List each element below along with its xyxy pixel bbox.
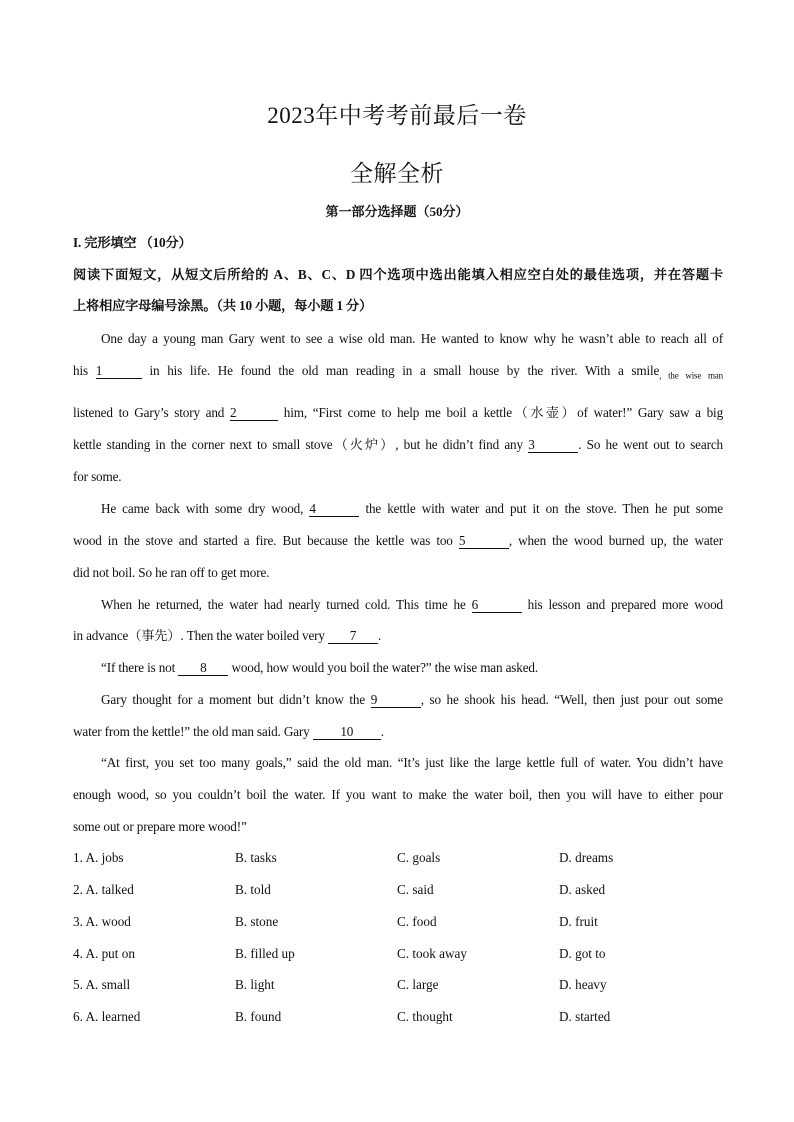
question-options-row xyxy=(73,976,733,994)
blank-1: 1 xyxy=(96,364,142,379)
passage-line xyxy=(73,404,723,422)
blank-9: 9 xyxy=(371,693,421,708)
passage-line xyxy=(101,691,723,709)
option-a: 2. A. talked xyxy=(73,882,134,897)
option-b: B. told xyxy=(235,882,271,897)
passage-line xyxy=(73,436,723,454)
blank-2: 2 xyxy=(230,406,278,421)
passage-text: Gary thought for a moment but didn’t know the xyxy=(101,692,366,707)
option-d: D. heavy xyxy=(559,977,607,992)
passage-text: “If there is not xyxy=(101,660,176,675)
question-options-row xyxy=(73,881,733,899)
question-options-row xyxy=(73,849,733,867)
passage-line xyxy=(73,532,723,550)
option-a: 6. A. learned xyxy=(73,1009,141,1024)
passage-text: , the wise man xyxy=(659,370,723,381)
option-c: C. thought xyxy=(397,1009,453,1024)
passage-line xyxy=(73,723,723,741)
passage-text: When he returned, the water had nearly turned cold. This time he xyxy=(101,597,466,612)
instruction-line: 阅读下面短文，从短文后所给的 A、B、C、D 四个选项中选出能填入相应空白处的最佳选项，并在答题卡 xyxy=(73,267,723,282)
blank-6: 6 xyxy=(472,598,522,613)
passage-text: wood in the stove and started a fire. But because the kettle was too xyxy=(73,533,453,548)
blank-7: 7 xyxy=(328,629,378,644)
option-c: C. large xyxy=(397,977,439,992)
passage-text: in advance（事先）. Then the water boiled very xyxy=(73,628,325,643)
passage-line: for some. xyxy=(73,469,122,484)
question-options-row xyxy=(73,945,733,963)
passage-line xyxy=(101,659,723,677)
passage-text: the kettle with water and put it on the stove. Then he put some xyxy=(365,501,723,516)
passage-text: listened to Gary’s story and xyxy=(73,405,225,420)
option-a: 3. A. wood xyxy=(73,914,131,929)
question-options-row xyxy=(73,913,733,931)
option-c: C. took away xyxy=(397,946,467,961)
option-c: C. goals xyxy=(397,850,441,865)
passage-line: One day a young man Gary went to see a wise old man. He wanted to know why he wasn’t able to reach all of xyxy=(101,331,723,346)
passage-text: kettle standing in the corner next to small stove（火炉）, but he didn’t find any xyxy=(73,437,523,452)
passage-line xyxy=(101,500,723,518)
passage-text: wood, how would you boil the water?” the wise man asked. xyxy=(231,660,539,675)
passage-text: . xyxy=(380,724,384,739)
passage-text: in his life. He found the old man reading in a small house by the river. With a smile xyxy=(149,363,660,378)
passage-line xyxy=(101,596,723,614)
question-options-row xyxy=(73,1008,733,1026)
section-heading: I. 完形填空 （10分） xyxy=(73,235,192,250)
option-c: C. said xyxy=(397,882,434,897)
option-d: D. got to xyxy=(559,946,606,961)
passage-text: water from the kettle!” the old man said. Gary xyxy=(73,724,310,739)
option-b: B. found xyxy=(235,1009,282,1024)
option-a: 1. A. jobs xyxy=(73,850,124,865)
passage-text: . So he went out to search xyxy=(578,437,723,452)
passage-line: did not boil. So he ran off to get more. xyxy=(73,565,270,580)
passage-line: “At first, you set too many goals,” said the old man. “It’s just like the large kettle full of water. You didn’t have xyxy=(101,755,723,770)
option-d: D. asked xyxy=(559,882,606,897)
blank-10: 10 xyxy=(313,725,381,740)
page-subtitle: 全解全析 xyxy=(350,161,444,186)
option-b: B. stone xyxy=(235,914,279,929)
option-b: B. tasks xyxy=(235,850,277,865)
passage-text: He came back with some dry wood, xyxy=(101,501,304,516)
passage-text: . xyxy=(378,628,382,643)
passage-line xyxy=(73,362,723,385)
option-d: D. fruit xyxy=(559,914,598,929)
part-heading: 第一部分选择题（50分） xyxy=(325,204,469,219)
instruction-line: 上将相应字母编号涂黑。（共 10 小题，每小题 1 分） xyxy=(73,298,373,313)
passage-line: enough wood, so you couldn’t boil the water. If you want to make the water boil, then you will have to either pour xyxy=(73,787,723,802)
passage-line: some out or prepare more wood!” xyxy=(73,819,247,834)
passage-line xyxy=(73,627,723,645)
blank-3: 3 xyxy=(528,438,578,453)
option-a: 5. A. small xyxy=(73,977,131,992)
blank-8: 8 xyxy=(178,661,228,676)
blank-4: 4 xyxy=(309,502,359,517)
blank-5: 5 xyxy=(459,534,509,549)
passage-text: his lesson and prepared more wood xyxy=(527,597,723,612)
option-b: B. filled up xyxy=(235,946,295,961)
passage-text: him, “First come to help me boil a kettle（水壶）of water!” Gary saw a big xyxy=(283,405,724,420)
option-c: C. food xyxy=(397,914,437,929)
page-title: 2023年中考考前最后一卷 xyxy=(267,103,527,128)
option-d: D. started xyxy=(559,1009,611,1024)
option-d: D. dreams xyxy=(559,850,614,865)
passage-text: , when the wood burned up, the water xyxy=(508,533,723,548)
option-a: 4. A. put on xyxy=(73,946,135,961)
passage-text: his xyxy=(73,363,88,378)
passage-text: , so he shook his head. “Well, then just pour out some xyxy=(420,692,723,707)
option-b: B. light xyxy=(235,977,275,992)
